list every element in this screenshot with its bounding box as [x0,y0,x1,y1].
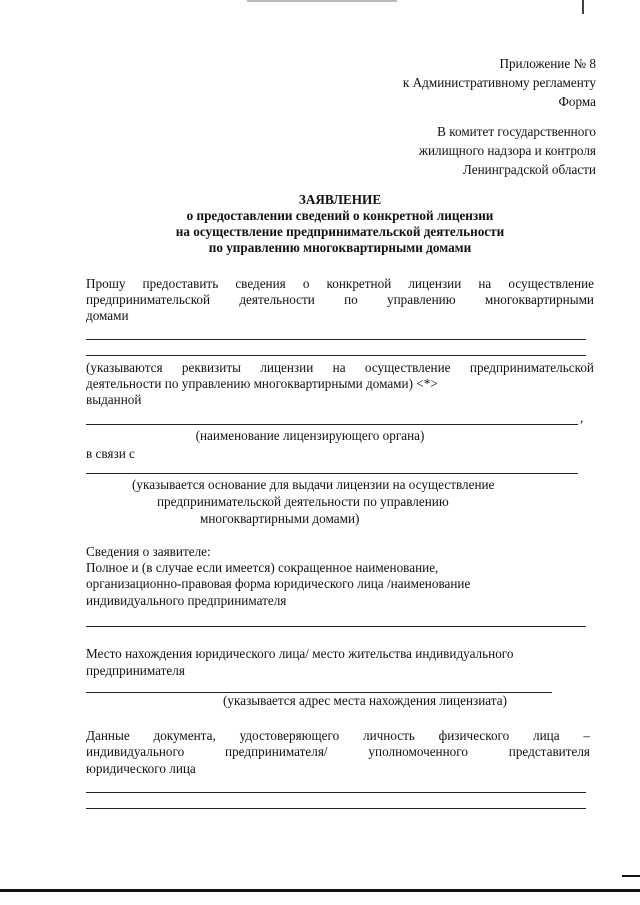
license-field-line-2[interactable] [86,355,586,356]
form-label: Форма [558,94,596,109]
applicant-field[interactable] [86,626,586,627]
scan-mark-right [582,0,584,14]
document-title: ЗАЯВЛЕНИЕ [298,192,382,207]
license-hint-line-1: (указываются реквизиты лицензии на осуществление предпринимательской [86,360,594,375]
identity-line-3: юридического лица [86,761,196,776]
request-line-1: Прошу предоставить сведения о конкретной лицензии на осуществление [86,276,594,291]
issued-label: выданной [86,392,142,407]
scan-mark-top [247,0,397,2]
scan-border-bottom [0,889,640,892]
reason-hint-line-3: многоквартирными домами) [200,511,360,526]
location-hint: (указывается адрес места нахождения лицензиата) [223,693,507,708]
applicant-line-2: организационно-правовая форма юридического лица /наименование [86,576,471,591]
reason-hint-line-2: предпринимательской деятельности по управлению [157,494,449,509]
issuing-authority-hint: (наименование лицензирующего органа) [195,428,425,443]
location-line-1: Место нахождения юридического лица/ место жительства индивидуального [86,646,514,661]
identity-field-line-1[interactable] [86,792,586,793]
identity-line-1: Данные документа, удостоверяющего личность физического лица – [86,728,590,743]
addressee-line-1: В комитет государственного [437,124,596,139]
title-line-3: по управлению многоквартирными домами [208,240,472,255]
scan-border-bottom-right [622,875,640,877]
addressee-line-3: Ленинградской области [462,162,596,177]
reason-field[interactable] [86,473,578,474]
applicant-heading: Сведения о заявителе: [86,544,211,559]
issuing-authority-field[interactable] [86,424,578,425]
license-field-line-1[interactable] [86,339,586,340]
request-line-2: предпринимательской деятельности по управлению многоквартирными [86,292,594,307]
addressee-line-2: жилищного надзора и контроля [418,143,596,158]
regulation-reference: к Административному регламенту [402,75,596,90]
title-line-1: о предоставлении сведений о конкретной лицензии [186,208,494,223]
identity-line-2: индивидуального предпринимателя/ уполномоченного представителя [86,744,590,759]
location-line-2: предпринимателя [86,663,185,678]
reason-hint-line-1: (указывается основание для выдачи лицензии на осуществление [132,477,495,492]
license-hint-line-2: деятельности по управлению многоквартирными домами) <*> [86,376,438,391]
identity-field-line-2[interactable] [86,808,586,809]
issued-comma: , [580,410,584,425]
applicant-line-1: Полное и (в случае если имеется) сокращенное наименование, [86,560,439,575]
title-line-2: на осуществление предпринимательской деятельности [175,224,505,239]
request-line-3: домами [86,308,129,323]
appendix-number: Приложение № 8 [499,56,596,71]
applicant-line-3: индивидуального предпринимателя [86,593,287,608]
reason-label: в связи с [86,446,135,461]
